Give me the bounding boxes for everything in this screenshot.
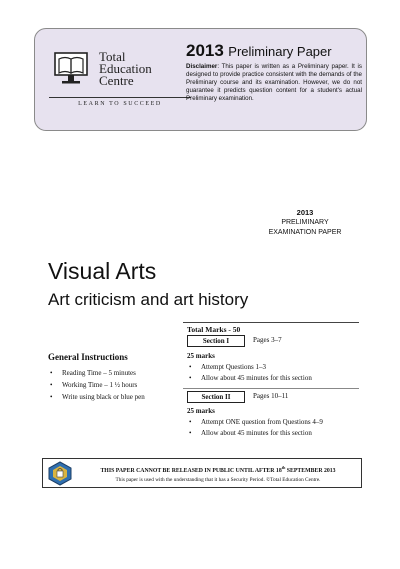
section-2-item: • Allow about 45 minutes for this section (187, 428, 363, 439)
footer-security-note: This paper is used with the understanding that it has a Security Period. ©Total Education Centre. (115, 476, 321, 483)
disclaimer (186, 63, 362, 103)
section-1-list (187, 362, 363, 384)
disclaimer-text: : This paper is written as a Preliminary paper. It is designed to provide practice consistent with the demands of the Preliminary course and its examination. However, we do not guarantee it predicts question content for a student's actual Preliminary examination. (186, 63, 362, 103)
instruction-item: • Working Time – 1 ½ hours (48, 379, 178, 391)
section-1-label: Section I (187, 335, 245, 347)
logo-line-1: Total (99, 49, 126, 64)
logo-line-3: Centre (99, 73, 134, 88)
logo-line-2: Education (99, 61, 152, 76)
footer-release-sup: th (281, 465, 286, 470)
paper-year: 2013 (186, 41, 224, 60)
exam-info-block (250, 208, 360, 238)
subject-title: Visual Arts (48, 258, 157, 284)
section-2-row (187, 391, 363, 405)
section-divider (183, 388, 359, 389)
paper-label: Preliminary Paper (228, 44, 332, 59)
paper-title (186, 41, 362, 61)
section-1-pages: Pages 3–7 (253, 336, 282, 344)
footer-text (77, 463, 359, 484)
instruction-item: • Write using black or blue pen (48, 391, 178, 403)
total-marks: Total Marks - 50 (187, 325, 241, 334)
footer-release-b: SEPTEMBER 2013 (285, 467, 336, 474)
marks-top-rule (183, 322, 359, 323)
instructions-list (48, 367, 178, 403)
section-1-item: • Attempt Questions 1–3 (187, 362, 363, 373)
security-footer (42, 458, 362, 488)
disclaimer-label: Disclaimer (186, 63, 218, 70)
exam-line-2: EXAMINATION PAPER (268, 229, 342, 236)
section-2-pages: Pages 10–11 (253, 392, 289, 400)
general-instructions (48, 352, 178, 403)
tec-logo (45, 43, 195, 123)
section-2-list (187, 417, 363, 439)
section-1-item: • Allow about 45 minutes for this section (187, 373, 363, 384)
footer-release-notice (77, 463, 359, 476)
exam-line-1: PRELIMINARY (281, 219, 329, 226)
section-1-marks: 25 marks (187, 352, 215, 360)
section-2-marks: 25 marks (187, 407, 215, 415)
subject-subtitle: Art criticism and art history (48, 290, 249, 309)
section-2-label: Section II (187, 391, 245, 403)
header-box (34, 28, 367, 131)
logo-tagline: LEARN TO SUCCEED (78, 101, 162, 107)
logo-text (99, 51, 191, 87)
exam-year: 2013 (296, 208, 314, 217)
section-1-row (187, 335, 363, 349)
instructions-heading: General Instructions (48, 352, 128, 362)
security-seal-icon (47, 461, 73, 486)
open-book-monitor-icon (51, 51, 91, 91)
instruction-item: • Reading Time – 5 minutes (48, 367, 178, 379)
footer-release-a: THIS PAPER CANNOT BE RELEASED IN PUBLIC UNTIL AFTER 18 (100, 467, 282, 474)
section-2-item: • Attempt ONE question from Questions 4–9 (187, 417, 363, 428)
logo-divider (49, 97, 191, 98)
